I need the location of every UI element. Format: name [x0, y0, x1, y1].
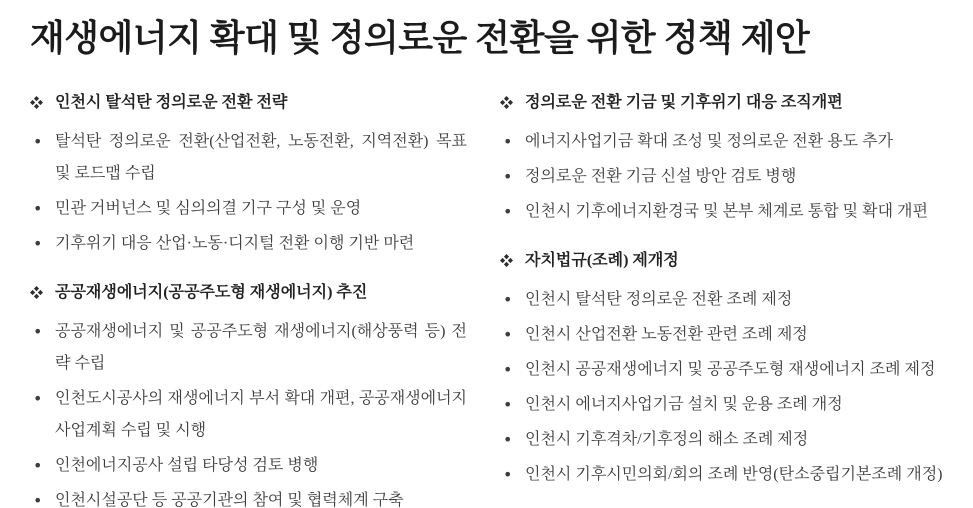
list-item: [30, 316, 467, 380]
list-item-text: 인천시 기후에너지환경국 및 본부 체계로 통합 및 확대 개편: [525, 203, 928, 220]
list-item-text: 기후위기 대응 산업·노동·디지털 전환 이행 기반 마련: [55, 235, 415, 252]
list-item-text: 인천시 탈석탄 정의로운 전환 조례 제정: [525, 291, 793, 308]
list-item: [500, 459, 962, 491]
list-item: [500, 126, 962, 158]
four-diamond-bullet-icon: [30, 286, 43, 299]
four-diamond-bullet-icon: [500, 254, 513, 267]
section-heading-text: 자치법규(조례) 제개정: [525, 252, 679, 269]
list-item: [500, 319, 962, 351]
list-item-text: 민관 거버넌스 및 심의의결 기구 구성 및 운영: [55, 200, 362, 217]
list-item: [500, 354, 962, 386]
bullet-icon: •: [33, 389, 43, 408]
section-transition-fund-reorg: [500, 92, 962, 228]
section-heading-text: 인천시 탈석탄 정의로운 전환 전략: [55, 94, 288, 111]
list-item: [500, 196, 962, 228]
four-diamond-bullet-icon: [30, 96, 43, 109]
list-item: [500, 284, 962, 316]
section-heading-text: 공공재생에너지(공공주도형 재생에너지) 추진: [55, 284, 368, 301]
list-item-text: 에너지사업기금 확대 조성 및 정의로운 전환 용도 추가: [525, 133, 894, 150]
section-heading: [30, 282, 467, 304]
bullet-icon: •: [503, 395, 513, 414]
bullet-icon: •: [503, 132, 513, 151]
list-item-text: 인천에너지공사 설립 타당성 검토 병행: [55, 457, 319, 474]
bullet-icon: •: [33, 456, 43, 475]
bullet-list: [500, 284, 962, 491]
list-item-text: 인천시설공단 등 공공기관의 참여 및 협력체계 구축: [55, 492, 404, 508]
bullet-icon: •: [33, 199, 43, 218]
list-item: [30, 126, 467, 190]
section-heading: [500, 250, 962, 272]
bullet-icon: •: [33, 234, 43, 253]
list-item: [30, 228, 467, 260]
bullet-list: [500, 126, 962, 228]
bullet-list: [30, 126, 467, 260]
section-ordinance-revision: [500, 250, 962, 491]
left-column: [30, 92, 467, 508]
list-item-text: 인천시 공공재생에너지 및 공공주도형 재생에너지 조례 제정: [525, 361, 936, 378]
bullet-icon: •: [503, 360, 513, 379]
bullet-icon: •: [503, 325, 513, 344]
bullet-icon: •: [503, 290, 513, 309]
list-item-text: 인천시 에너지사업기금 설치 및 운용 조례 개정: [525, 396, 843, 413]
bullet-icon: •: [503, 167, 513, 186]
right-column: [500, 92, 962, 508]
section-heading: [500, 92, 962, 114]
page-title: 재생에너지 확대 및 정의로운 전환을 위한 정책 제안: [30, 18, 810, 58]
bullet-list: [30, 316, 467, 508]
section-coal-just-transition: [30, 92, 467, 260]
bullet-icon: •: [33, 322, 43, 341]
list-item: [30, 383, 467, 447]
list-item: [30, 485, 467, 508]
list-item-text: 인천도시공사의 재생에너지 부서 확대 개편, 공공재생에너지 사업계획 수립 및 시행: [55, 390, 467, 439]
bullet-icon: •: [503, 465, 513, 484]
four-diamond-bullet-icon: [500, 96, 513, 109]
list-item-text: 탈석탄 정의로운 전환(산업전환, 노동전환, 지역전환) 목표 및 로드맵 수립: [55, 133, 467, 182]
list-item-text: 정의로운 전환 기금 신설 방안 검토 병행: [525, 168, 797, 185]
bullet-icon: •: [503, 202, 513, 221]
bullet-icon: •: [33, 491, 43, 508]
list-item: [500, 389, 962, 421]
section-heading: [30, 92, 467, 114]
list-item-text: 인천시 기후시민의회/회의 조례 반영(탄소중립기본조례 개정): [525, 466, 943, 483]
section-heading-text: 정의로운 전환 기금 및 기후위기 대응 조직개편: [525, 94, 843, 111]
list-item: [500, 424, 962, 456]
bullet-icon: •: [33, 132, 43, 151]
list-item-text: 공공재생에너지 및 공공주도형 재생에너지(해상풍력 등) 전략 수립: [55, 323, 467, 372]
bullet-icon: •: [503, 430, 513, 449]
list-item: [500, 161, 962, 193]
list-item: [30, 193, 467, 225]
section-public-renewable: [30, 282, 467, 508]
list-item-text: 인천시 기후격차/기후정의 해소 조례 제정: [525, 431, 809, 448]
list-item: [30, 450, 467, 482]
list-item-text: 인천시 산업전환 노동전환 관련 조례 제정: [525, 326, 808, 343]
content-columns: [30, 92, 965, 508]
